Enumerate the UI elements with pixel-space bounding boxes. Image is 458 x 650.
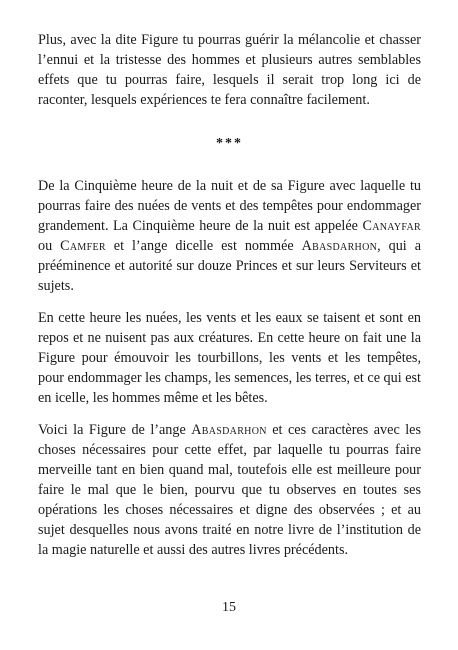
proper-name: Abasdarhon [191, 422, 267, 438]
paragraph-1 [38, 30, 421, 110]
text-run: ou [38, 238, 61, 254]
proper-name: Canayfar [362, 218, 421, 234]
section-separator: *** [216, 136, 243, 151]
proper-name: Abasdarhon [301, 238, 378, 254]
text-run: En cette heure les nuées, les vents et les eaux se taisent et sont en repos et ne nuisent pas aux créatures. En cette heure on fait une la Figure pour émouvoir les tourbillons, les vents et les tempêtes, pour endommager les champs, les semences, les terres, et ce qui est en icelle, les hommes même et les bêtes. [38, 310, 421, 406]
paragraph-2 [38, 176, 421, 296]
text-run: , qui a prééminence et autorité sur douze Princes et sur leurs Serviteurs et sujets. [38, 238, 421, 294]
text-run: Plus, avec la dite Figure tu pourras guérir la mélancolie et chasser l’ennui et la tristesse des hommes et plusieurs autres semblables effets que tu pourras faire, lesquels il serait trop long ici de raconter, lesquels expériences te fera connaître facilement. [38, 32, 421, 108]
paragraph-3 [38, 308, 421, 408]
proper-name: Camfer [60, 238, 106, 254]
paragraph-4 [38, 420, 421, 560]
text-run: et ces caractères avec les choses nécessaires pour cette effet, par laquelle tu pourras faire merveille tant en bien quand mal, toutefois elle est meilleure pour faire le mal que le bien, pourvu que tu observes en toutes ses opérations les choses nécessaires et digne des observées ; et au sujet desquelles nous avons traité en notre livre de l’institution de la magie naturelle et aussi des autres livres précédents. [38, 422, 421, 558]
page-body [38, 30, 421, 560]
text-run: De la Cinquième heure de la nuit et de sa Figure avec laquelle tu pourras faire des nuées de vents et des tempêtes pour endommager grandement. La Cinquième heure de la nuit est appelée [38, 178, 421, 234]
page-number: 15 [222, 600, 236, 615]
text-run: et l’ange dicelle est nommée [105, 238, 302, 254]
text-run: Voici la Figure de l’ange [38, 422, 192, 438]
